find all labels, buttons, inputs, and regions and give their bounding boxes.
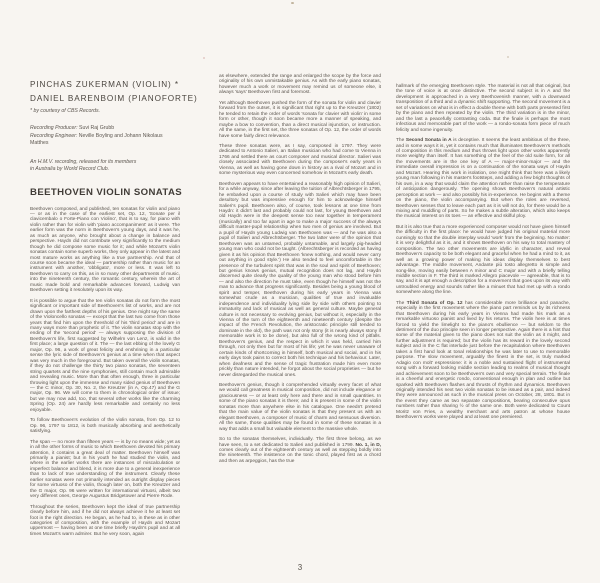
- paragraph: It is possible to argue that the ten violin sonatas do not form the most significant or important side of Beethoven's list of works, and are not drawn upon the farthest depths of his genius. One might say the same of the Violoncello sonatas — except that the last two come from those years that find him upon the threshold of his 'third period' and are in many ways more than prophetic of it. The violin sonatas stop with the ending of the 'second period' — always supposing the division of Beethoven's life, first suggested by Wilhelm von Lenz, is valid in the first place; a large question of it. The — the last ebbing of the lovely G major, Op. 96, a work of great felicity and enshrining in a particular sense the lyric side of Beethoven's genius at a time when that aspect was very much in the foreground. But taken overall the violin sonatas, if they do not challenge the thirty two piano sonatas, the seventeen string quartets and the nine symphonies, still contain much admirable and revealing music. More than that often enough, three in particular throwing light upon the immense and many sided genius of Beethoven — the C minor, Op. 30, No. 2, the Kreutzer (in A, Op.47) and the G major, Op. 96. We will come to them in chronological order of issue; but we may now add, too, that several other works like the charming Spring (Op. 24) are hardly less remarkable and certainly no less enjoyable.: [30, 298, 180, 413]
- dust-speck: [507, 56, 509, 58]
- paragraph: hallmark of the emerging Beethoven style. The material is not all that original, but the tone of voice is at once distinctive. The second subject is in A and the development is approached in a very Beethovenish manner, with a downward transposition of a third and a dynamic shift supporting. The second movement is a set of variations on what is in effect a double theme with both parts presented first by the piano and then repeated by the violin. The third variation is in the minor, and the last a peacefully contrasting coda. But the finale is perhaps the most infectious and memorable part of the work — a rondo-sonata form piece of much felicity and some ingenuity.: [396, 84, 570, 133]
- paragraph: These three sonatas were, as I say, composed in 1797. They were dedicated to Antonio Salieri, an Italian musician who had come to Vienna in 1766 and settled there as court composer and musical director. Salieri was closely associated with Beethoven during the composer's early years in Vienna, as well as having gone down in history as a rival of Mozart and in some mysterious way even concerned somehow in Mozart's early death.: [219, 143, 381, 177]
- dust-speck: [203, 57, 205, 59]
- hmv-note-line: in Australia by World Record Club.: [30, 165, 110, 172]
- artist-violin: PINCHAS ZUKERMAN (VIOLIN) *: [30, 80, 179, 89]
- page-number: 3: [297, 563, 303, 572]
- left-column: [30, 78, 198, 542]
- producer-credit: [30, 125, 180, 133]
- paragraph: The Third Sonata of Op. 12 has considerable more brilliance and panache, especially in the first movement where the piano part reminds us by its richness that Beethoven during his early years in Vienna had made his mark as a remarkable virtuoso pianist and lived by his returns. The violin here is at times forced to yield the limelight to the piano's ebullience — but seldom to the detriment of the duo principle seen in longer perspective. Again there is a hint that some of the material given to the piano does not suit the violin as it might, and further adjustment is required; but the violin has its reward in the lovely second subject and in the C flat interlude just before the recapitulation where Beethoven takes a first hand look at tonal relationships he was later to use to memorable purpose. The slow movement, arguably the finest in the set, is truly marked Adagio con molt' espressione: it is a noble and sustained flight of instrumental song with a forward looking middle section leading to realms of musical thought and achievement soon to be Beethoven's own and very special terrain. The finale is a cheerful and energetic rondo, conventional enough in plan and outline but sparked with Beethoven flashes and thrusts of rhythm and dynamics. Beethoven originally intended his next two violin sonatas to be issued as a pair, and indeed they were announced as such in the musical press on October, 28, 1801. But in the event they came as two separate compositions, bearing consecutive opus numbers rather than sharing ½ of the same one. Both were dedicated to Count Moritz von Fries, a wealthy merchant and arts patron at whose house Beethoven's works were played and at least one premiered.: [396, 300, 571, 421]
- middle-column-text: [219, 74, 381, 464]
- hmv-note: [30, 159, 180, 173]
- paragraph: Beethoven's genius, though it comprehended virtually every facet of what we would call greatness in musical composition, did not include elegance or graciousness — or at least only here and there and in small quantities. In some of the piano sonatas it is there; and it is present in some of the violin sonatas more than anywhere else in his catalogue. One needn't pretend that the main value of the violin sonatas is that they present us with an elegant Beethoven, a composer of music of charm and sensuous diversion. All the same, those qualities may be found in some of these sonatas in a way that adds a small but valuable element to the massive whole.: [219, 383, 381, 432]
- paragraph: Throughout the series, Beethoven kept the ideal of true partnership clearly before him, and if he did not always achieve it he at least set foot in the right direction. He began, as he had to, in these as in other categories of composition, with the example of Haydn and Mozart uppermost — having been at one time briefly Haydn's pupil and at all times Mozart's warm admirer. But he very soon, again: [30, 504, 180, 537]
- paragraph: To follow Beethoven's evolution of the violin sonata, from Op. 12 to Op. 96, 1797 to 1812, is both musically absorbing and aesthetically satisfying.: [30, 418, 180, 435]
- left-column-text: [30, 207, 180, 538]
- dust-speck: [291, 2, 294, 4]
- engineer-name: Neville Boyling and Johann Nikolaus Matthes: [30, 132, 163, 146]
- engineer-label: Recording Engineer:: [30, 132, 78, 139]
- paragraph: The Second Sonata in A is deceptive. It seems the least ambitious of the three, and in some ways it is, yet it contains much that illuminates Beethoven's methods of composition in this medium and thus throws light upon other works apparently more weighty than itself. It has something of the feel of the old suite form, for all the movements are in the one key of A — major-minor-major — and the immediate overall impression is on a continuation of the sonata ways of Haydn and Mozart. Hearing this work in isolation, one might think that here was a likely young man following in his master's footsteps, and adding a few bright thoughts of his own, in a way that would claim the attention rather than raise the temperature of anticipation dangerously. The opening shows Beethoven's natural artistic perception at work — and also possibly his in-experience. He begins with a theme on the piano, the violin accompanying. But when the roles are reversed, Beethoven senses that to leave each part as it is will not do, for there would be a mixing and muddling of parts. So he makes a subtle alteration, which also keeps the musical interest on its toes — an effective and skilful ploy.: [396, 138, 570, 220]
- hmv-note-line: An H.M.V. recording, released for its members: [30, 158, 137, 165]
- recording-credits: [30, 125, 180, 148]
- producer-label: Recording Producer:: [30, 125, 78, 131]
- courtesy-note: * by courtesy of CBS Records.: [30, 108, 101, 114]
- paragraph: Yet although Beethoven pushed the form of the sonata for violin and clavier forward from the outset, it is significant that right up to the Kreutzer (1802) he tended to retain the order of words 'sonata for clavier with violin' in some form or other, though it soon became more a manner of speaking, and maybe a bow to convention, than a direct musical injunction, or instruction. All the same, in the first set, the three sonatas of Op. 12, the order of words have some fairly direct relevance.: [219, 100, 381, 139]
- paragraph: Beethoven appears to have entertained a reasonably high opinion of Salieri, for a while anyway, since after leaving the tuition of Albrechtsberger in 1795, he embarked upon a course of study with Salieri which may have been desultory but was impressive enough for him to acknowledge himself Salieri's pupil. Beethoven also, of course, took lessons at one time from Haydn: it didn't last and probably could not last, for young Beethoven and old Haydn were in the deepest sense too near together in temperament (musically) and too far apart in age to make a major success of the always difficult master-pupil relationship when two men of genius are involved. But a pupil of Haydn young Ludwig van Beethoven was — and he was also a pupil of Salieri and Albrechtsberger. The two latter were of the opinion that Beethoven was an untamed, probably untamable, and largely pig-headed young man who could not be taught. (Albrechtsberger is recorded as having given it as his opinion that Beethoven 'knew nothing, and would never carry out anything in good style.') He also tended to feel uncomfortable in the presence of the turbulent spirit that was in the soul and spirit of Beethoven; but genius knows genius, mutual recognition does not lag, and Haydn discerned quite clearly the quality of the young man who stood before him — and also the direction he must take, even though he himself was not the man to advance that progress significantly. Besides being a young blood of spirit and temper, Beethoven during his early years in Vienna was somewhat crude as a musician, qualities of true and invaluable independence and individuality lying side by side with others pointing to immaturity and lack of musical as well as general culture. Maybe general culture is not necessary to evolving genius, but without it, especially in the Vienna of the turn of the eighteenth and nineteenth century (despite the impact of the French Revolution, the aristocratic principle still tended to dominate in the old), the path was not only stony (it is nearly always stony if memorable work is to be done), but also full of the wrong kind of pitfalls. Beethoven's genius, and the respect in which it was held, carried him through, not only then but for most of his life; yet he was never unaware of certain kinds of shortcoming in himself, both musical and social, and in his early days took pains to correct both his technique and his behaviour. Later, when deafness and the sense of tragic frustration made him even more prickly than nature intended, he forgot about the social proprieties — but he never disregarded the musical ones.: [219, 181, 381, 378]
- paragraph: Beethoven composed, and published, ten sonatas for violin and piano — or as in the case of the earliest set, Op. 12, 'Sonate per il clavicembalo o Forte-Piano con Violino', that is to say, for piano with violin rather than for violin with 'piano accompaniment' as it were. The earlier form was the norm in Beethoven's young days, and it was he, as much as anyone, who brought about a change in balance and perspective. Haydn did not contribute very significantly to the medium though he did compose some music for it; and while Mozart's violin sonatas contain some superb works, they only appear in the latest and most mature works as anything like a true partnership. And that of course soon became the ideal — partnership rather than music for an instrument with another, 'obbligato', more or less. It was left to Beethoven to carry on this, as in so many other departments of music, into the nineteenth century, the romantic century, wherein the art of music made bold and remarkable advances forward, Ludwig van Beethoven setting it resolutely upon its way.: [30, 206, 180, 294]
- artist-piano: DANIEL BARENBOIM (PIANOFORTE): [30, 93, 198, 103]
- paragraph: as elsewhere, extended the range and enlarged the scope by the force and originality of his own unmistakable genius. As with the early piano sonatas, however much a work or movement may remind us of someone else, it always 'says' Beethoven first and foremost.: [219, 74, 381, 96]
- right-column-text: [396, 84, 570, 421]
- paragraph: So to the sonatas themselves, individually. The first three belong, as we have seen, to a set dedicated to Salieri and published in 1799. No. 1, in D, comes clearly out of the eighteenth century as well as stepping boldly into the nineteenth. The insistence on the tonic chord, played first as a chord and then as arpeggios, has the true: [219, 437, 381, 464]
- middle-column: [219, 74, 381, 469]
- page-title: BEETHOVEN VIOLIN SONATAS: [30, 186, 183, 198]
- producer-name: Suvi Raj Grubb: [77, 125, 115, 131]
- paragraph: The span — no more than fifteen years — is by no means wide; yet as in all the other forms of music to which Beethoven devoted his primary attention, it contains a great deal of matter. Beethoven himself was primarily a pianist; but in his youth he had studied the violin, and where in the earlier works there are instances of miscalculation or imperfect balance and blend, it is more due to a general inexperience than to lack of true understanding of the instrument. Clearly these earlier sonatas were not primarily intended as outright display pieces for some virtuoso of the violin, though later on, both the Kreutzer and the G major, Op. 96 were written for international virtuosi, albeit two very different ones, George Augustus Bridgetower and Pierre Rode.: [30, 439, 180, 500]
- right-column: [396, 84, 570, 426]
- engineer-credit: [30, 133, 180, 148]
- paragraph: But it is also true that a more experienced composer would not have given himself the difficulty in the first place: he would have judged his original material more cunningly so that the double interplay would 'work' from the beginning. No matter: it is very delightful as it is, and it shows Beethoven on his way to total mastery of composition. The two other movements are idyllic in character, and reveal Beethoven's capacity to be both elegant and graceful when he had a mind to it, as well as a growing power of making his ideas display themselves to best advantage. The middle movement, Andante più tosto allegretto is simple and song-like, moving easily between A minor and C major and with a briefly telling middle section in F. The third is marked Allegro piacevole — agreeable, that is to say, and it is apt enough a description for a movement that goes upon its way with untroubled energy and sounds rather like a minuet that had met up with a rondo somewhere along the line.: [396, 224, 570, 296]
